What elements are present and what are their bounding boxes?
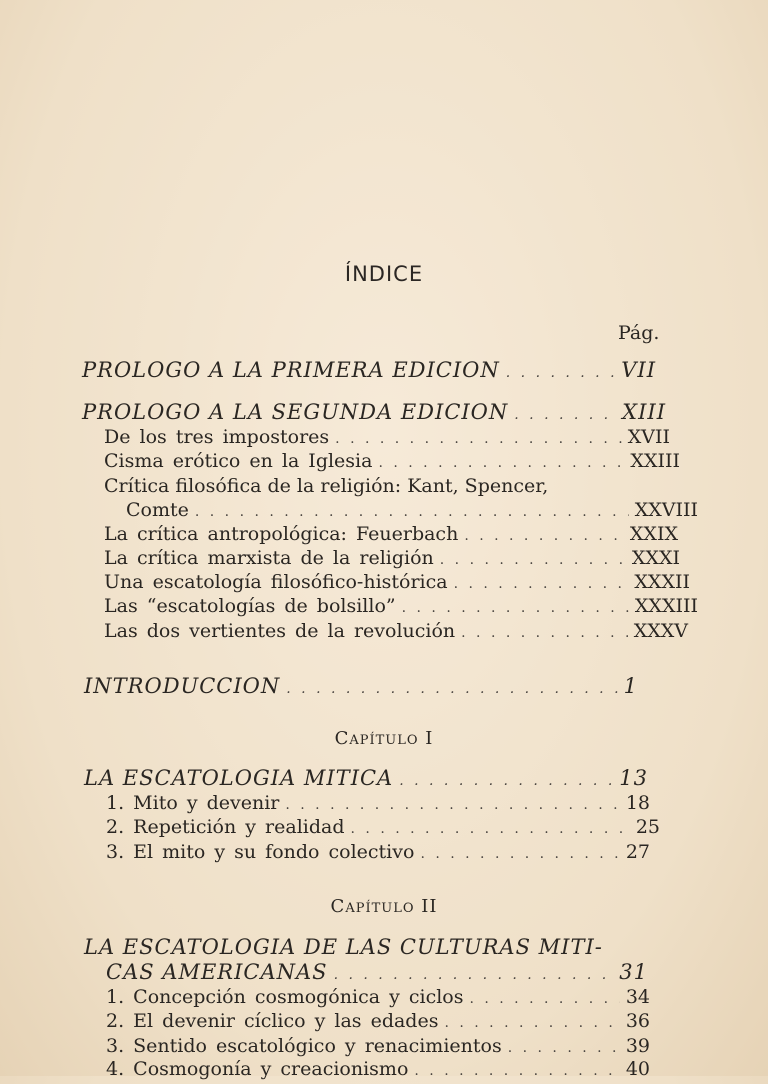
toc-entry-page: XXIII [630,450,680,472]
toc-subentry[interactable] [104,620,688,646]
leader-dots [402,600,629,616]
toc-entry-label: 1. Mito y devenir [106,792,280,814]
toc-entry-page: XXVIII [634,499,698,521]
toc-entry-prologo-segunda[interactable] [82,400,666,426]
toc-entry-label: PROLOGO A LA SEGUNDA EDICION [82,400,509,424]
toc-entry-label: 3. El mito y su fondo colectivo [106,841,415,863]
toc-subentry[interactable] [106,1010,650,1036]
toc-entry-page: 25 [635,816,660,838]
toc-entry-label: Las dos vertientes de la revolución [104,620,456,642]
chapter-heading: Capítulo I [334,728,434,749]
toc-entry-page: XXXI [631,547,680,569]
toc-entry-label: INTRODUCCION [84,674,281,698]
toc-entry-page: XXXIII [634,595,698,617]
leader-dots [420,846,619,862]
toc-subentry[interactable] [104,523,678,549]
toc-entry-chapter-2[interactable] [106,960,648,986]
leader-dots [414,1063,619,1079]
leader-dots [469,991,619,1007]
toc-subentry[interactable] [106,1058,650,1084]
leader-dots [378,455,624,471]
toc-entry-label: Las “escatologías de bolsillo” [104,595,396,617]
leader-dots [351,821,630,837]
toc-subentry[interactable] [104,571,690,597]
toc-entry-label: Comte [126,499,189,521]
page-title: ÍNDICE [344,262,424,286]
toc-entry-label: CAS AMERICANAS [106,960,328,984]
page-column-label: Pág. [618,322,660,344]
toc-entry-chapter-1[interactable] [84,766,648,792]
toc-subentry-line1[interactable]: Crítica filosófica de la religión: Kant, Spencer, [104,475,549,497]
toc-subentry[interactable] [106,986,650,1012]
toc-entry-page: XXIX [629,523,678,545]
toc-entry-chapter-2-line1[interactable]: LA ESCATOLOGIA DE LAS CULTURAS MITI- [84,935,603,959]
leader-dots [195,504,629,520]
toc-entry-page: 31 [619,960,648,984]
toc-entry-page: 1 [623,674,638,698]
toc-entry-page: 18 [625,792,650,814]
toc-entry-page: XXXII [634,571,690,593]
toc-entry-page: 40 [625,1058,650,1080]
toc-entry-prologo-primera[interactable] [82,358,656,384]
toc-entry-label: 1. Concepción cosmogónica y ciclos [106,986,464,1008]
toc-entry-introduccion[interactable] [84,674,638,700]
toc-subentry[interactable] [104,547,680,573]
toc-entry-page: XVII [627,426,670,448]
toc-entry-label: LA ESCATOLOGIA MITICA [84,766,394,790]
leader-dots [399,773,613,789]
toc-subentry[interactable] [106,816,660,842]
toc-entry-label: La crítica marxista de la religión [104,547,434,569]
leader-dots [464,528,624,544]
toc-entry-page: 36 [625,1010,650,1032]
leader-dots [508,1040,620,1056]
leader-dots [334,967,614,983]
toc-entry-label: 4. Cosmogonía y creacionismo [106,1058,409,1080]
leader-dots [461,625,628,641]
toc-entry-page: VII [621,358,656,382]
toc-entry-label: 3. Sentido escatológico y renacimientos [106,1035,502,1057]
chapter-heading: Capítulo II [330,896,438,917]
toc-entry-label: Cisma erótico en la Iglesia [104,450,373,472]
toc-entry-page: XXXV [633,620,688,642]
toc-subentry[interactable] [104,450,680,476]
leader-dots [454,576,629,592]
toc-entry-label: La crítica antropológica: Feuerbach [104,523,459,545]
leader-dots [286,681,617,697]
toc-entry-label: 2. El devenir cíclico y las edades [106,1010,439,1032]
leader-dots [514,407,616,423]
toc-entry-page: 27 [625,841,650,863]
toc-subentry[interactable] [106,792,650,818]
leader-dots [335,431,622,447]
toc-subentry[interactable] [104,595,698,621]
toc-subentry[interactable] [106,841,650,867]
leader-dots [440,552,626,568]
leader-dots [285,797,619,813]
toc-subentry[interactable] [126,499,698,525]
toc-entry-page: XIII [622,400,666,424]
toc-entry-page: 13 [619,766,648,790]
toc-subentry[interactable] [104,426,670,452]
toc-entry-label: PROLOGO A LA PRIMERA EDICION [82,358,500,382]
toc-entry-label: 2. Repetición y realidad [106,816,345,838]
toc-entry-page: 34 [625,986,650,1008]
leader-dots [444,1015,619,1031]
leader-dots [506,365,615,381]
toc-entry-label: Una escatología filosófico-histórica [104,571,448,593]
toc-entry-label: De los tres impostores [104,426,330,448]
toc-entry-page: 39 [625,1035,650,1057]
